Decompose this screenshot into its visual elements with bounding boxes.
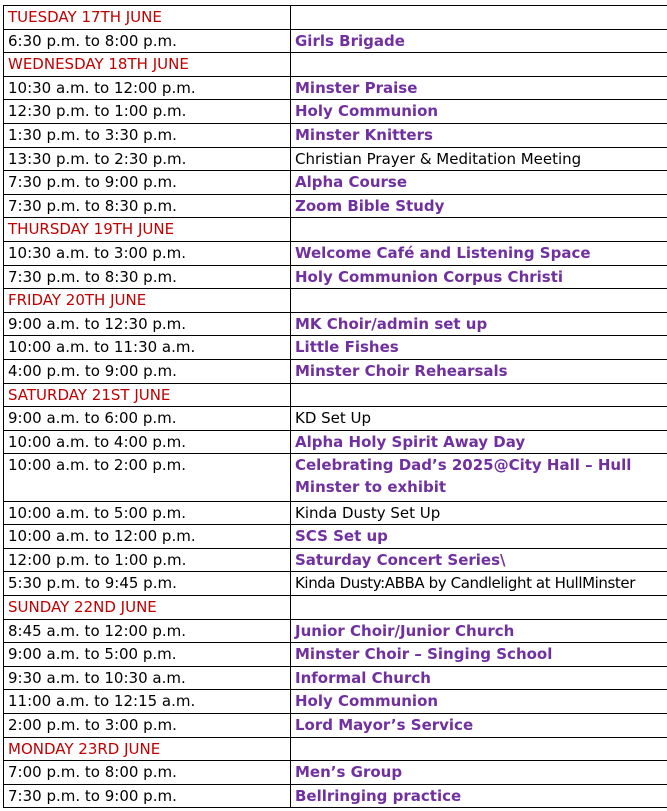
event-row [4,76,667,100]
event-row [4,690,667,714]
event-cell: Kinda Dusty Set Up [291,501,667,525]
event-row [4,171,667,195]
time-cell: 12:30 p.m. to 1:00 p.m. [4,100,291,124]
event-cell: Minster Choir – Singing School [291,643,667,667]
event-cell: Kinda Dusty:ABBA by Candlelight at HullMinster [291,572,667,596]
time-cell: 7:30 p.m. to 8:30 p.m. [4,265,291,289]
event-cell: Holy Communion [291,690,667,714]
empty-cell [291,289,667,313]
time-cell: 10:30 a.m. to 3:00 p.m. [4,241,291,265]
event-cell: Alpha Course [291,171,667,195]
time-cell: 6:30 p.m. to 8:00 p.m. [4,29,291,53]
event-row [4,29,667,53]
event-row [4,359,667,383]
day-heading: FRIDAY 20TH JUNE [4,289,291,313]
event-cell: Welcome Café and Listening Space [291,241,667,265]
event-cell: Men’s Group [291,761,667,785]
event-row [4,123,667,147]
event-row [4,666,667,690]
event-cell: MK Choir/admin set up [291,312,667,336]
time-cell: 9:00 a.m. to 12:30 p.m. [4,312,291,336]
event-row [4,619,667,643]
time-cell: 8:45 a.m. to 12:00 p.m. [4,619,291,643]
day-heading: THURSDAY 19TH JUNE [4,218,291,242]
event-cell: Zoom Bible Study [291,194,667,218]
time-cell: 5:30 p.m. to 9:45 p.m. [4,572,291,596]
event-cell: Girls Brigade [291,29,667,53]
time-cell: 7:00 p.m. to 8:00 p.m. [4,761,291,785]
event-cell: Celebrating Dad’s 2025@City Hall – Hull Minster to exhibit [291,454,667,501]
event-row [4,784,667,808]
event-cell: Little Fishes [291,336,667,360]
time-cell: 7:30 p.m. to 8:30 p.m. [4,194,291,218]
day-row [4,737,667,761]
event-cell: Alpha Holy Spirit Away Day [291,430,667,454]
day-heading: MONDAY 23RD JUNE [4,737,291,761]
event-cell: Minster Knitters [291,123,667,147]
event-row [4,194,667,218]
time-cell: 13:30 p.m. to 2:30 p.m. [4,147,291,171]
time-cell: 7:30 p.m. to 9:00 p.m. [4,784,291,808]
time-cell: 10:00 a.m. to 2:00 p.m. [4,454,291,501]
event-cell: Informal Church [291,666,667,690]
empty-cell [291,737,667,761]
event-cell: Lord Mayor’s Service [291,714,667,738]
event-cell: Saturday Concert Series\ [291,548,667,572]
time-cell: 9:00 a.m. to 5:00 p.m. [4,643,291,667]
time-cell: 4:00 p.m. to 9:00 p.m. [4,359,291,383]
event-row [4,147,667,171]
time-cell: 12:00 p.m. to 1:00 p.m. [4,548,291,572]
event-row [4,407,667,431]
time-cell: 10:00 a.m. to 4:00 p.m. [4,430,291,454]
event-row [4,312,667,336]
event-row [4,572,667,596]
day-heading: TUESDAY 17TH JUNE [4,6,291,30]
time-cell: 10:00 a.m. to 11:30 a.m. [4,336,291,360]
time-cell: 2:00 p.m. to 3:00 p.m. [4,714,291,738]
event-row [4,525,667,549]
event-row [4,501,667,525]
day-heading: WEDNESDAY 18TH JUNE [4,53,291,77]
event-row [4,761,667,785]
day-row [4,289,667,313]
event-row [4,241,667,265]
event-cell: Holy Communion [291,100,667,124]
empty-cell [291,6,667,30]
time-cell: 9:30 a.m. to 10:30 a.m. [4,666,291,690]
event-row [4,643,667,667]
day-row [4,596,667,620]
event-cell: KD Set Up [291,407,667,431]
empty-cell [291,218,667,242]
event-row [4,548,667,572]
time-cell: 10:00 a.m. to 12:00 p.m. [4,525,291,549]
event-cell: SCS Set up [291,525,667,549]
empty-cell [291,596,667,620]
event-cell: Holy Communion Corpus Christi [291,265,667,289]
event-cell: Minster Choir Rehearsals [291,359,667,383]
event-row [4,430,667,454]
event-cell: Minster Praise [291,76,667,100]
event-row [4,100,667,124]
events-schedule-table [3,5,667,808]
day-row [4,383,667,407]
empty-cell [291,383,667,407]
day-row [4,53,667,77]
time-cell: 7:30 p.m. to 9:00 p.m. [4,171,291,195]
time-cell: 10:30 a.m. to 12:00 p.m. [4,76,291,100]
event-row [4,336,667,360]
event-cell: Junior Choir/Junior Church [291,619,667,643]
time-cell: 9:00 a.m. to 6:00 p.m. [4,407,291,431]
time-cell: 11:00 a.m. to 12:15 a.m. [4,690,291,714]
empty-cell [291,53,667,77]
day-row [4,6,667,30]
event-row [4,265,667,289]
time-cell: 1:30 p.m. to 3:30 p.m. [4,123,291,147]
event-row [4,714,667,738]
event-cell: Christian Prayer & Meditation Meeting [291,147,667,171]
day-heading: SUNDAY 22ND JUNE [4,596,291,620]
day-row [4,218,667,242]
day-heading: SATURDAY 21ST JUNE [4,383,291,407]
event-row [4,454,667,501]
event-cell: Bellringing practice [291,784,667,808]
time-cell: 10:00 a.m. to 5:00 p.m. [4,501,291,525]
